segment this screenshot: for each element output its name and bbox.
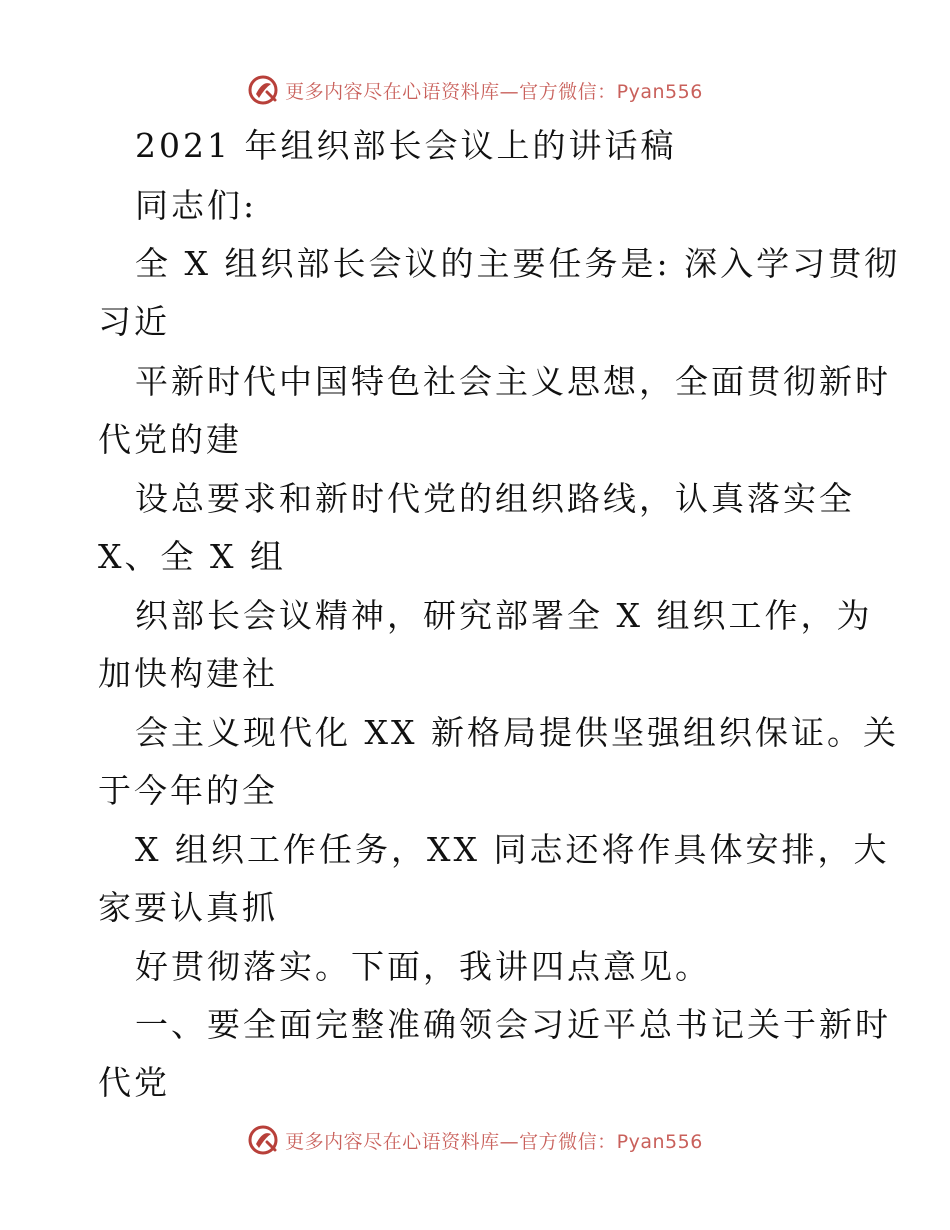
- text-line: 代党的建: [98, 420, 242, 459]
- footer-banner: [0, 1120, 950, 1160]
- text-line: 于今年的全: [98, 771, 278, 810]
- brand-logo-icon: [247, 1124, 279, 1156]
- text-line: 织部长会议精神，研究部署全 X 组织工作，为: [135, 596, 873, 635]
- text-line: 全 X 组织部长会议的主要任务是: 深入学习贯彻: [135, 244, 901, 283]
- text-line: 同志们:: [135, 186, 258, 225]
- header-banner-text: 更多内容尽在心语资料库—官方微信：Pyan556: [285, 80, 703, 103]
- text-line: 会主义现代化 XX 新格局提供坚强组织保证。关: [135, 713, 899, 752]
- footer-banner-text: 更多内容尽在心语资料库—官方微信：Pyan556: [285, 1130, 703, 1153]
- text-line: 一、要全面完整准确领会习近平总书记关于新时: [135, 1005, 891, 1044]
- text-line: 代党: [98, 1063, 170, 1102]
- text-line: 平新时代中国特色社会主义思想，全面贯彻新时: [135, 362, 891, 401]
- text-line: X 组织工作任务，XX 同志还将作具体安排，大: [135, 830, 890, 869]
- text-line: X、全 X 组: [98, 537, 286, 576]
- text-line: 家要认真抓: [98, 888, 278, 927]
- text-line: 加快构建社: [98, 654, 278, 693]
- document-title: 2021 年组织部长会议上的讲话稿: [135, 126, 677, 165]
- text-line: 习近: [98, 302, 170, 341]
- text-line: 设总要求和新时代党的组织路线，认真落实全: [135, 479, 855, 518]
- text-line: 好贯彻落实。下面，我讲四点意见。: [135, 947, 711, 986]
